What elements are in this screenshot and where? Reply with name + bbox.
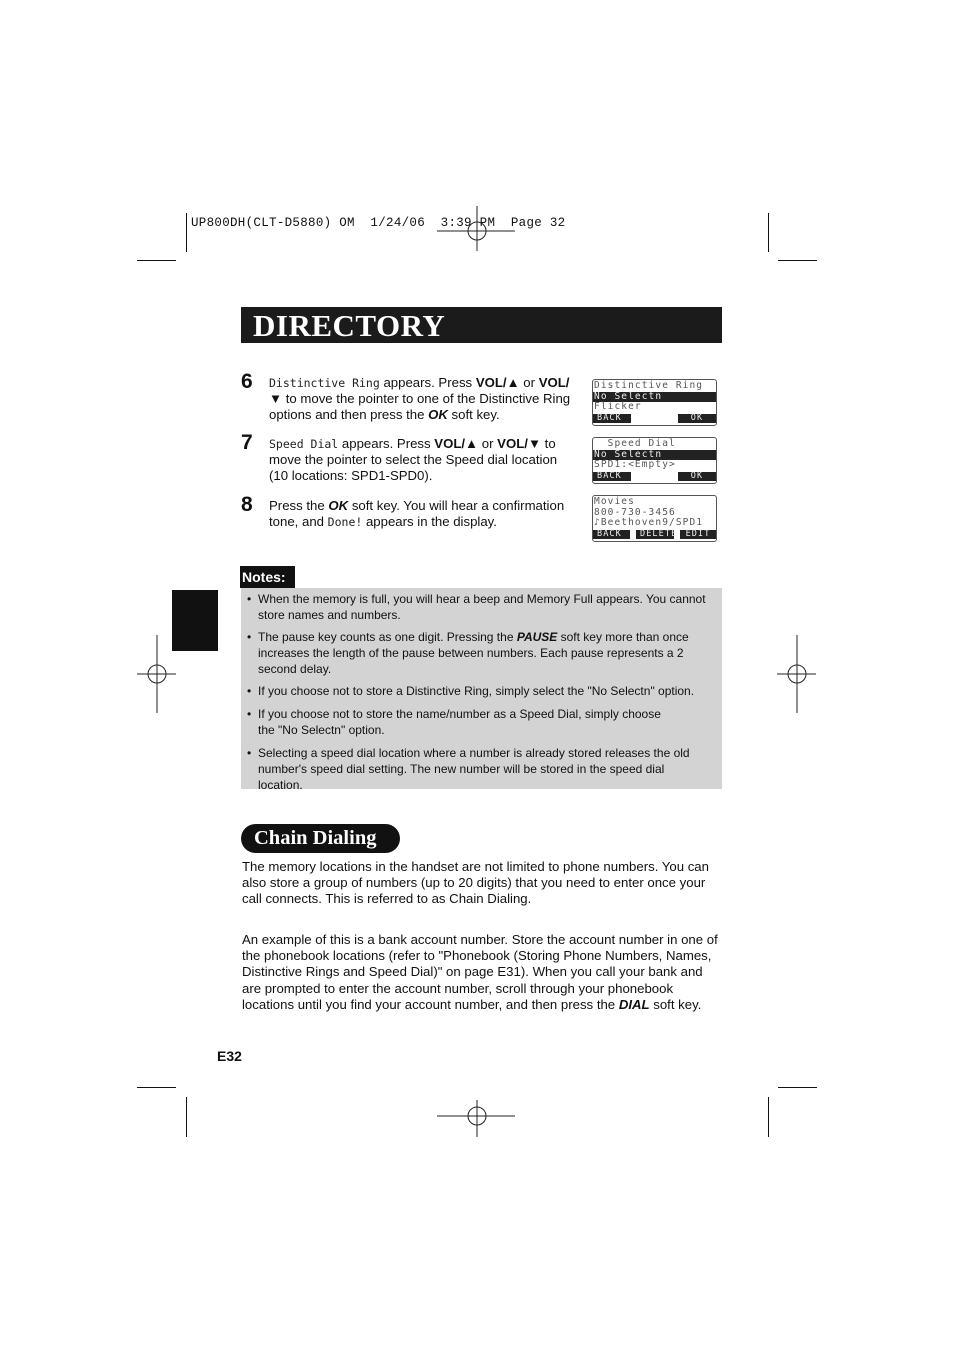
note-item: • If you choose not to store the name/number as a Speed Dial, simply choose the "No Selectn" option. (247, 707, 661, 737)
step-text: Press the OK soft key. You will hear a confirmation tone, and Done! appears in the display. (269, 498, 565, 530)
crop-mark (137, 1087, 176, 1088)
registration-mark-icon (437, 1100, 517, 1140)
step-number: 8 (241, 493, 253, 516)
lcd-softkey-back: BACK (593, 530, 630, 540)
note-item: • Selecting a speed dial location where a number is already stored releases the old number's speed dial setting. The new number will be stored in the speed dial location. (247, 746, 690, 792)
lcd-line: 800-730-3456 (594, 506, 676, 518)
paragraph: An example of this is a bank account number. Store the account number in one of the phonebook locations (refer to "Phonebook (Storing Phone Numbers, Names, Distinctive Rings and Speed Dial)" on page E31). When you call your bank and are prompted to enter the account number, scroll through your phonebook locations until you find your account number, and then press the DIAL soft key. (242, 932, 718, 1012)
lcd-line: Movies (594, 496, 635, 507)
crop-mark (768, 213, 769, 252)
lcd-line-selected: No Selectn (593, 450, 716, 461)
lcd-softkey-delete: DELETE (636, 530, 674, 540)
note-item: • If you choose not to store a Distinctive Ring, simply select the "No Selectn" option. (247, 684, 695, 698)
step-number: 6 (241, 370, 253, 393)
page-title: DIRECTORY (253, 308, 446, 343)
notes-label: Notes: (240, 566, 295, 588)
lcd-line: ♪Beethoven9/SPD1 (594, 517, 704, 528)
page-number: E32 (217, 1048, 242, 1064)
step-text: Distinctive Ring appears. Press VOL/▲ or VOL/▼ to move the pointer to one of the Distinctive Ring options and then press the OK soft key. (269, 375, 571, 423)
crop-mark (778, 1087, 817, 1088)
print-header: UP800DH(CLT-D5880) OM 1/24/06 3:39 PM Page 32 (191, 216, 566, 230)
lcd-screen-speed-dial (592, 437, 717, 484)
crop-mark (137, 260, 176, 261)
section-heading: Chain Dialing (254, 827, 377, 849)
crop-mark (186, 213, 187, 252)
crop-mark (186, 1097, 187, 1137)
note-item: • When the memory is full, you will hear a beep and Memory Full appears. You cannot store names and numbers. (247, 592, 706, 622)
step-text: Speed Dial appears. Press VOL/▲ or VOL/▼ to move the pointer to select the Speed dial location (10 locations: SPD1-SPD0). (269, 436, 558, 484)
crop-mark (768, 1097, 769, 1137)
lcd-screen-distinctive-ring (592, 379, 717, 426)
lcd-line: Distinctive Ring (594, 380, 704, 391)
paragraph: The memory locations in the handset are not limited to phone numbers. You can also store a group of numbers (up to 20 digits) that you need to enter once your call connects. This is referred to as Chain Dialing. (242, 859, 709, 907)
lcd-line: Flicker (594, 401, 642, 412)
lcd-softkey-edit: EDIT (680, 530, 716, 540)
registration-mark-icon (137, 635, 177, 715)
lcd-line: SPD1:<Empty> (594, 459, 676, 470)
lcd-line: Speed Dial (594, 438, 676, 449)
section-side-tab (172, 590, 218, 651)
note-item: • The pause key counts as one digit. Pressing the PAUSE soft key more than once increases the length of the pause between numbers. Each pause represents a 2 second delay. (247, 630, 689, 676)
lcd-softkey-back: BACK (593, 472, 631, 482)
lcd-screen-phonebook-entry (592, 495, 717, 542)
lcd-softkey-back: BACK (593, 414, 631, 424)
lcd-softkey-ok: OK (678, 472, 716, 482)
registration-mark-icon (777, 635, 817, 715)
step-number: 7 (241, 431, 253, 454)
lcd-line-selected: No Selectn (593, 392, 716, 403)
registration-mark-icon (437, 203, 517, 253)
lcd-softkey-ok: OK (678, 414, 716, 424)
crop-mark (778, 260, 817, 261)
